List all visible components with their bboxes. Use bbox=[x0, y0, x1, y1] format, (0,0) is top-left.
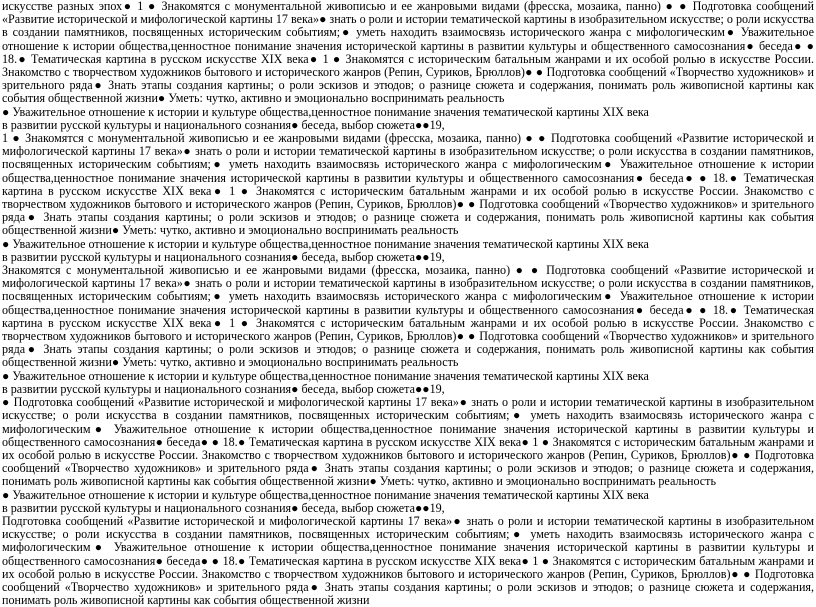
paragraph: ● Уважительное отношение к истории и культуре общества,ценностное понимание значения тематической картины XIX века bbox=[2, 104, 649, 119]
paragraph: искусстве разных эпох● 1 ● Знакомятся с монументальной живописью и ее жанровыми видами (фресска, мозаика, панно) ● ● Подготовка сообщений «Развитие исторической и мифологической картины 17 века»● знать о роли и истории тематической картины в изобразительном искусстве; о роли искусства в создании памятников, посвященных историческим событиям;● уметь находить взаимосвязь исторического жанра с мифологическим● Уважительное отношение к истории общества,ценностное понимание значения исторической картины в развитии культуры и общественного самосознания● беседа● ● 18.● Тематическая картина в русском искусстве XIX века● 1 ● Знакомятся с историческим батальным жанрами и их особой ролью в искусстве России. Знакомство с творчеством художников бытового и исторического жанров (Репин, Суриков, Брюллов)● ● Подготовка сообщений «Творчество художников» и зрительного ряда● Знать этапы создания картины; о роли эскизов и этюдов; о разнице сюжета и содержания, понимать роль живописной картины как события общественной жизни● Уметь: чутко, активно и эмоционально воспринимать реальность bbox=[2, 0, 814, 106]
paragraph: ● Уважительное отношение к истории и культуре общества,ценностное понимание значения тематической картины XIX века bbox=[2, 487, 649, 502]
paragraph: Подготовка сообщений «Развитие исторической и мифологической картины 17 века»● знать о роли и истории тематической картины в изобразительном искусстве; о роли искусства в создании памятников, посвященных историческим событиям;● уметь находить взаимосвязь исторического жанра с мифологическим● Уважительное отношение к истории общества,ценностное понимание значения исторической картины в развитии культуры и общественного самосознания● беседа● ● 18.● Тематическая картина в русском искусстве XIX века● 1 ● Знакомятся с историческим батальным жанрами и их особой ролью в искусстве России. Знакомство с творчеством художников бытового и исторического жанров (Репин, Суриков, Брюллов)● ● Подготовка сообщений «Творчество художников» и зрительного ряда● Знать этапы создания картины; о роли эскизов и этюдов; о разнице сюжета и содержания, понимать роль живописной картины как события общественной жизни bbox=[2, 513, 814, 607]
paragraph: ● Подготовка сообщений «Развитие исторической и мифологической картины 17 века»● знать о роли и истории тематической картины в изобразительном искусстве; о роли искусства в создании памятников, посвященных историческим событиям;● уметь находить взаимосвязь исторического жанра с мифологическим● Уважительное отношение к истории общества,ценностное понимание значения исторической картины в развитии культуры и общественного самосознания● беседа● ● 18.● Тематическая картина в русском искусстве XIX века● 1 ● Знакомятся с историческим батальным жанрами и их особой ролью в искусстве России. Знакомство с творчеством художников бытового и исторического жанров (Репин, Суриков, Брюллов)● ● Подготовка сообщений «Творчество художников» и зрительного ряда● Знать этапы создания картины; о роли эскизов и этюдов; о разнице сюжета и содержания, понимать роль живописной картины как события общественной жизни● Уметь: чутко, активно и эмоционально воспринимать реальность bbox=[2, 395, 814, 489]
paragraph: ● Уважительное отношение к истории и культуре общества,ценностное понимание значения тематической картины XIX века bbox=[2, 368, 649, 383]
paragraph: Знакомятся с монументальной живописью и ее жанровыми видами (фресска, мозаика, панно) ● ● Подготовка сообщений «Развитие исторической и мифологической картины 17 века»● знать о роли и истории тематической картины в изобразительном искусстве; о роли искусства в создании памятников, посвященных историческим событиям;● уметь находить взаимосвязь исторического жанра с мифологическим● Уважительное отношение к истории общества,ценностное понимание значения исторической картины в развитии культуры и общественного самосознания● беседа● ● 18.● Тематическая картина в русском искусстве XIX века● 1 ● Знакомятся с историческим батальным жанрами и их особой ролью в искусстве России. Знакомство с творчеством художников бытового и исторического жанров (Репин, Суриков, Брюллов)● ● Подготовка сообщений «Творчество художников» и зрительного ряда● Знать этапы создания картины; о роли эскизов и этюдов; о разнице сюжета и содержания, понимать роль живописной картины как события общественной жизни● Уметь: чутко, активно и эмоционально воспринимать реальность bbox=[2, 263, 814, 370]
paragraph: ● Уважительное отношение к истории и культуре общества,ценностное понимание значения тематической картины XIX века bbox=[2, 236, 649, 251]
paragraph: в развитии русской культуры и национального сознания● беседа, выбор сюжета●●19, bbox=[2, 381, 445, 396]
paragraph: в развитии русской культуры и национального сознания● беседа, выбор сюжета●●19, bbox=[2, 500, 445, 515]
paragraph: в развитии русской культуры и национального сознания● беседа, выбор сюжета●●19, bbox=[2, 249, 445, 264]
paragraph: 1 ● Знакомятся с монументальной живописью и ее жанровыми видами (фресска, мозаика, панно) ● ● Подготовка сообщений «Развитие исторической и мифологической картины 17 века»● знать о роли и истории тематической картины в изобразительном искусстве; о роли искусства в создании памятников, посвященных историческим событиям;● уметь находить взаимосвязь исторического жанра с мифологическим● Уважительное отношение к истории общества,ценностное понимание значения исторической картины в развитии культуры и общественного самосознания● беседа● ● 18.● Тематическая картина в русском искусстве XIX века● 1 ● Знакомятся с историческим батальным жанрами и их особой ролью в искусстве России. Знакомство с творчеством художников бытового и исторического жанров (Репин, Суриков, Брюллов)● ● Подготовка сообщений «Творчество художников» и зрительного ряда● Знать этапы создания картины; о роли эскизов и этюдов; о разнице сюжета и содержания, понимать роль живописной картины как события общественной жизни● Уметь: чутко, активно и эмоционально воспринимать реальность bbox=[2, 131, 814, 238]
paragraph: в развитии русской культуры и национального сознания● беседа, выбор сюжета●●19, bbox=[2, 117, 445, 132]
